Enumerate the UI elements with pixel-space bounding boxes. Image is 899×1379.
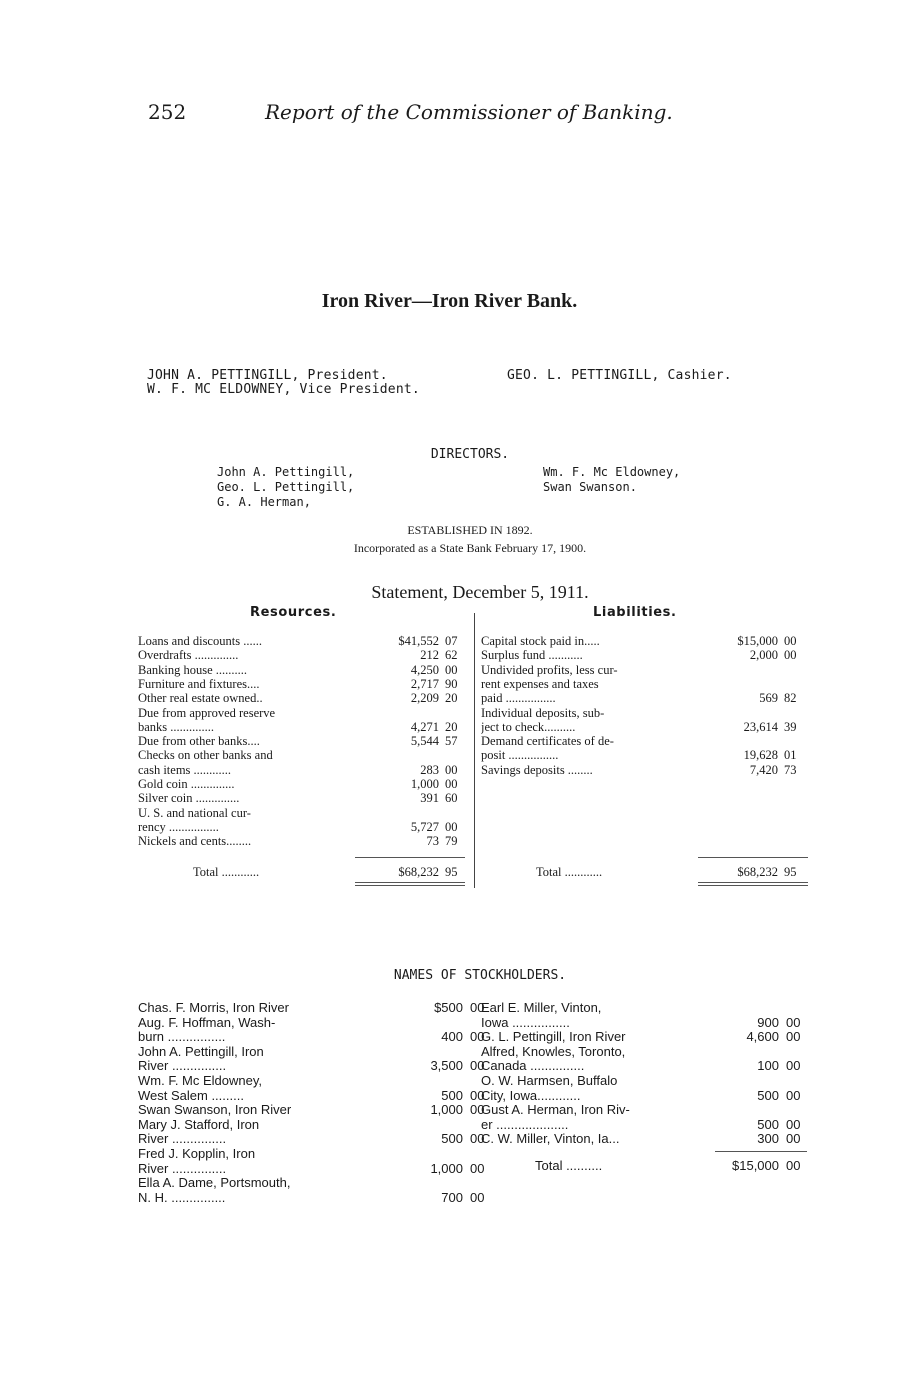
page-number: 252 [148,100,187,124]
resource-row-label: cash items ............ [138,762,232,777]
resource-row-cents: 90 [445,676,458,691]
resource-row-dollars: 1,000 [410,777,439,791]
stockholder-left-row-dollars: 500 [441,1131,463,1147]
officer-president: JOHN A. PETTINGILL, President. [147,368,388,383]
stockholder-left-row-label: Fred J. Kopplin, Iron [138,1146,256,1161]
stockholder-right-row-cents: 00 [786,1131,801,1147]
stockholder-left-row-dollars: 1,000 [430,1160,463,1176]
stockholder-left-row-label: West Salem ......... [138,1087,244,1103]
resource-row-label: Overdrafts .............. [138,648,239,663]
resource-row-label: U. S. and national cur- [138,805,251,820]
liability-row-label: rent expenses and taxes [481,676,599,691]
resource-row-dollars: 2,717 [410,676,439,691]
officer-vice-president: W. F. MC ELDOWNEY, Vice President. [147,382,420,397]
stockholder-left-row-dollars: $500 [434,1000,463,1015]
column-divider [474,613,475,888]
stockholder-left-row-label: River ............... [138,1058,227,1074]
stockholder-left-row-dollars: 3,500 [430,1058,463,1074]
stockholder-right-row-dollars: 900 [757,1014,779,1030]
stockholder-left-row-cents: 00 [470,1131,485,1147]
liability-row-cents: 82 [784,691,797,706]
directors-heading: DIRECTORS. [430,447,510,462]
stockholder-right-row-cents: 00 [786,1087,801,1103]
stockholder-right-row-cents: 00 [786,1014,801,1030]
resources-total-rule-bottom-2 [355,885,465,886]
stockholder-right-row-label: er .................... [481,1116,569,1132]
resource-row-cents: 20 [445,691,458,706]
stockholders-total-dollars: $15,000 [732,1158,779,1173]
resource-row-dollars: 4,271 [410,719,439,734]
stockholder-right-row-dollars: 300 [757,1131,779,1147]
liabilities-total-dollars: $68,232 [737,865,778,879]
stockholder-right-row-label: Gust A. Herman, Iron Riv- [481,1102,630,1118]
resource-row-cents: 00 [445,819,458,834]
resource-row-cents: 07 [445,634,458,648]
stockholder-right-row-label: Iowa ................ [481,1014,570,1030]
resource-row-cents: 00 [445,662,458,677]
resource-row-label: rency ................ [138,819,219,834]
resource-row-dollars: 4,250 [410,662,439,677]
stockholder-right-row-label: C. W. Miller, Vinton, Ia... [481,1131,620,1147]
resource-row-label: Silver coin .............. [138,791,240,806]
stockholder-left-row-label: N. H. ............... [138,1189,226,1205]
resources-total-dollars: $68,232 [398,865,439,879]
resource-row-cents: 60 [445,791,458,806]
stockholders-total-rule [715,1151,807,1152]
stockholder-left-row-cents: 00 [470,1102,485,1118]
director-right-1: Wm. F. Mc Eldowney, [543,465,681,479]
stockholder-left-row-cents: 00 [470,1189,485,1205]
liability-row-cents: 73 [784,762,797,777]
liability-row-label: Demand certificates of de- [481,734,614,749]
liability-row-dollars: 2,000 [749,648,778,663]
resource-row-dollars: 5,544 [410,734,439,749]
liabilities-heading: Liabilities. [593,605,677,620]
stockholder-right-row-label: Canada ............... [481,1058,585,1074]
resource-row-label: Loans and discounts ...... [138,634,262,648]
resource-row-label: Banking house .......... [138,662,248,677]
stockholder-left-row-label: Mary J. Stafford, Iron [138,1116,260,1132]
resources-total-rule-bottom [355,882,465,883]
resources-heading: Resources. [250,605,337,620]
liabilities-total-rule-bottom [698,882,808,883]
stockholder-left-row-cents: 00 [470,1029,485,1045]
stockholder-right-row-label: O. W. Harmsen, Buffalo [481,1073,618,1088]
resource-row-label: Gold coin .............. [138,777,235,791]
resource-row-cents: 00 [445,777,458,791]
stockholder-left-row-cents: 00 [470,1160,485,1176]
stockholder-right-row-dollars: 500 [757,1116,779,1132]
running-header-title: Report of the Commissioner of Banking. [265,100,673,124]
stockholder-right-row-dollars: 100 [757,1058,779,1074]
stockholder-left-row-cents: 00 [470,1000,485,1015]
liability-row-label: Individual deposits, sub- [481,705,605,720]
resources-total-label: Total ............ [193,865,260,879]
resource-row-dollars: 2,209 [410,691,439,706]
stockholder-left-row-label: River ............... [138,1160,227,1176]
liability-row-dollars: 7,420 [749,762,778,777]
stockholder-left-row-label: Wm. F. Mc Eldowney, [138,1073,263,1088]
stockholders-heading: NAMES OF STOCKHOLDERS. [393,968,567,983]
stockholder-right-row-label: City, Iowa............ [481,1087,581,1103]
stockholder-right-row-cents: 00 [786,1116,801,1132]
resource-row-label: Checks on other banks and [138,748,273,763]
stockholder-right-row-label: G. L. Pettingill, Iron River [481,1029,626,1045]
liability-row-label: paid ................ [481,691,556,706]
resource-row-cents: 20 [445,719,458,734]
stockholder-left-row-cents: 00 [470,1087,485,1103]
stockholder-right-row-dollars: 4,600 [746,1029,779,1045]
stockholder-left-row-dollars: 1,000 [430,1102,463,1118]
stockholder-left-row-dollars: 700 [441,1189,463,1205]
liability-row-cents: 00 [784,648,797,663]
director-left-1: John A. Pettingill, [217,465,355,479]
stockholder-left-row-label: Ella A. Dame, Portsmouth, [138,1175,291,1191]
liabilities-total-rule-bottom-2 [698,885,808,886]
liability-row-dollars: $15,000 [737,634,778,648]
resource-row-label: Due from other banks.... [138,734,260,749]
stockholder-left-row-cents: 00 [470,1058,485,1074]
stockholder-left-row-label: burn ................ [138,1029,226,1045]
stockholder-right-row-label: Earl E. Miller, Vinton, [481,1000,602,1015]
stockholders-total-cents: 00 [786,1158,801,1173]
liability-row-cents: 01 [784,748,797,763]
liabilities-total-label: Total ............ [536,865,603,879]
stockholder-right-row-cents: 00 [786,1058,801,1074]
liability-row-cents: 39 [784,719,797,734]
statement-title: Statement, December 5, 1911. [371,582,589,602]
liability-row-label: Undivided profits, less cur- [481,662,618,677]
stockholder-right-row-dollars: 500 [757,1087,779,1103]
stockholder-left-row-label: Aug. F. Hoffman, Wash- [138,1014,276,1030]
resource-row-dollars: 391 [420,791,439,806]
resource-row-label: Due from approved reserve [138,705,276,720]
resource-row-dollars: 283 [420,762,439,777]
established-line: ESTABLISHED IN 1892. [407,523,533,537]
stockholder-left-row-label: Swan Swanson, Iron River [138,1102,292,1118]
director-right-2: Swan Swanson. [543,480,637,494]
resource-row-label: banks .............. [138,719,215,734]
stockholder-left-row-dollars: 400 [441,1029,463,1045]
liabilities-total-cents: 95 [784,865,797,879]
resource-row-label: Other real estate owned.. [138,691,263,706]
stockholders-total-label: Total .......... [535,1158,603,1173]
liability-row-label: Surplus fund ........... [481,648,583,663]
resource-row-cents: 79 [445,834,458,849]
liability-row-dollars: 19,628 [743,748,778,763]
resource-row-dollars: 5,727 [410,819,439,834]
director-left-2: Geo. L. Pettingill, [217,480,355,494]
resource-row-cents: 62 [445,648,458,663]
resource-row-cents: 00 [445,762,458,777]
stockholder-right-row-cents: 00 [786,1029,801,1045]
resource-row-cents: 57 [445,734,458,749]
resource-row-dollars: 212 [420,648,439,663]
stockholder-left-row-label: River ............... [138,1131,227,1147]
liability-row-dollars: 23,614 [743,719,778,734]
director-left-3: G. A. Herman, [217,495,311,509]
stockholder-right-row-label: Alfred, Knowles, Toronto, [481,1043,626,1059]
incorporated-line: Incorporated as a State Bank February 17, 1900. [353,541,587,555]
resource-row-label: Nickels and cents........ [138,834,252,849]
stockholder-left-row-label: Chas. F. Morris, Iron River [138,1000,289,1015]
resources-total-rule-top [355,857,465,858]
liability-row-label: Capital stock paid in..... [481,634,600,648]
liability-row-cents: 00 [784,634,797,648]
stockholder-left-row-dollars: 500 [441,1087,463,1103]
resource-row-dollars: 73 [426,834,439,849]
liability-row-dollars: 569 [759,691,778,706]
liabilities-total-rule-top [698,857,808,858]
liability-row-label: Savings deposits ........ [481,762,593,777]
liability-row-label: posit ................ [481,748,559,763]
resource-row-dollars: $41,552 [398,634,439,648]
resources-total-cents: 95 [445,865,458,879]
bank-title: Iron River—Iron River Bank. [321,290,578,312]
stockholder-left-row-label: John A. Pettingill, Iron [138,1043,264,1059]
liability-row-label: ject to check.......... [481,719,576,734]
resource-row-label: Furniture and fixtures.... [138,676,260,691]
officer-cashier: GEO. L. PETTINGILL, Cashier. [507,368,732,383]
